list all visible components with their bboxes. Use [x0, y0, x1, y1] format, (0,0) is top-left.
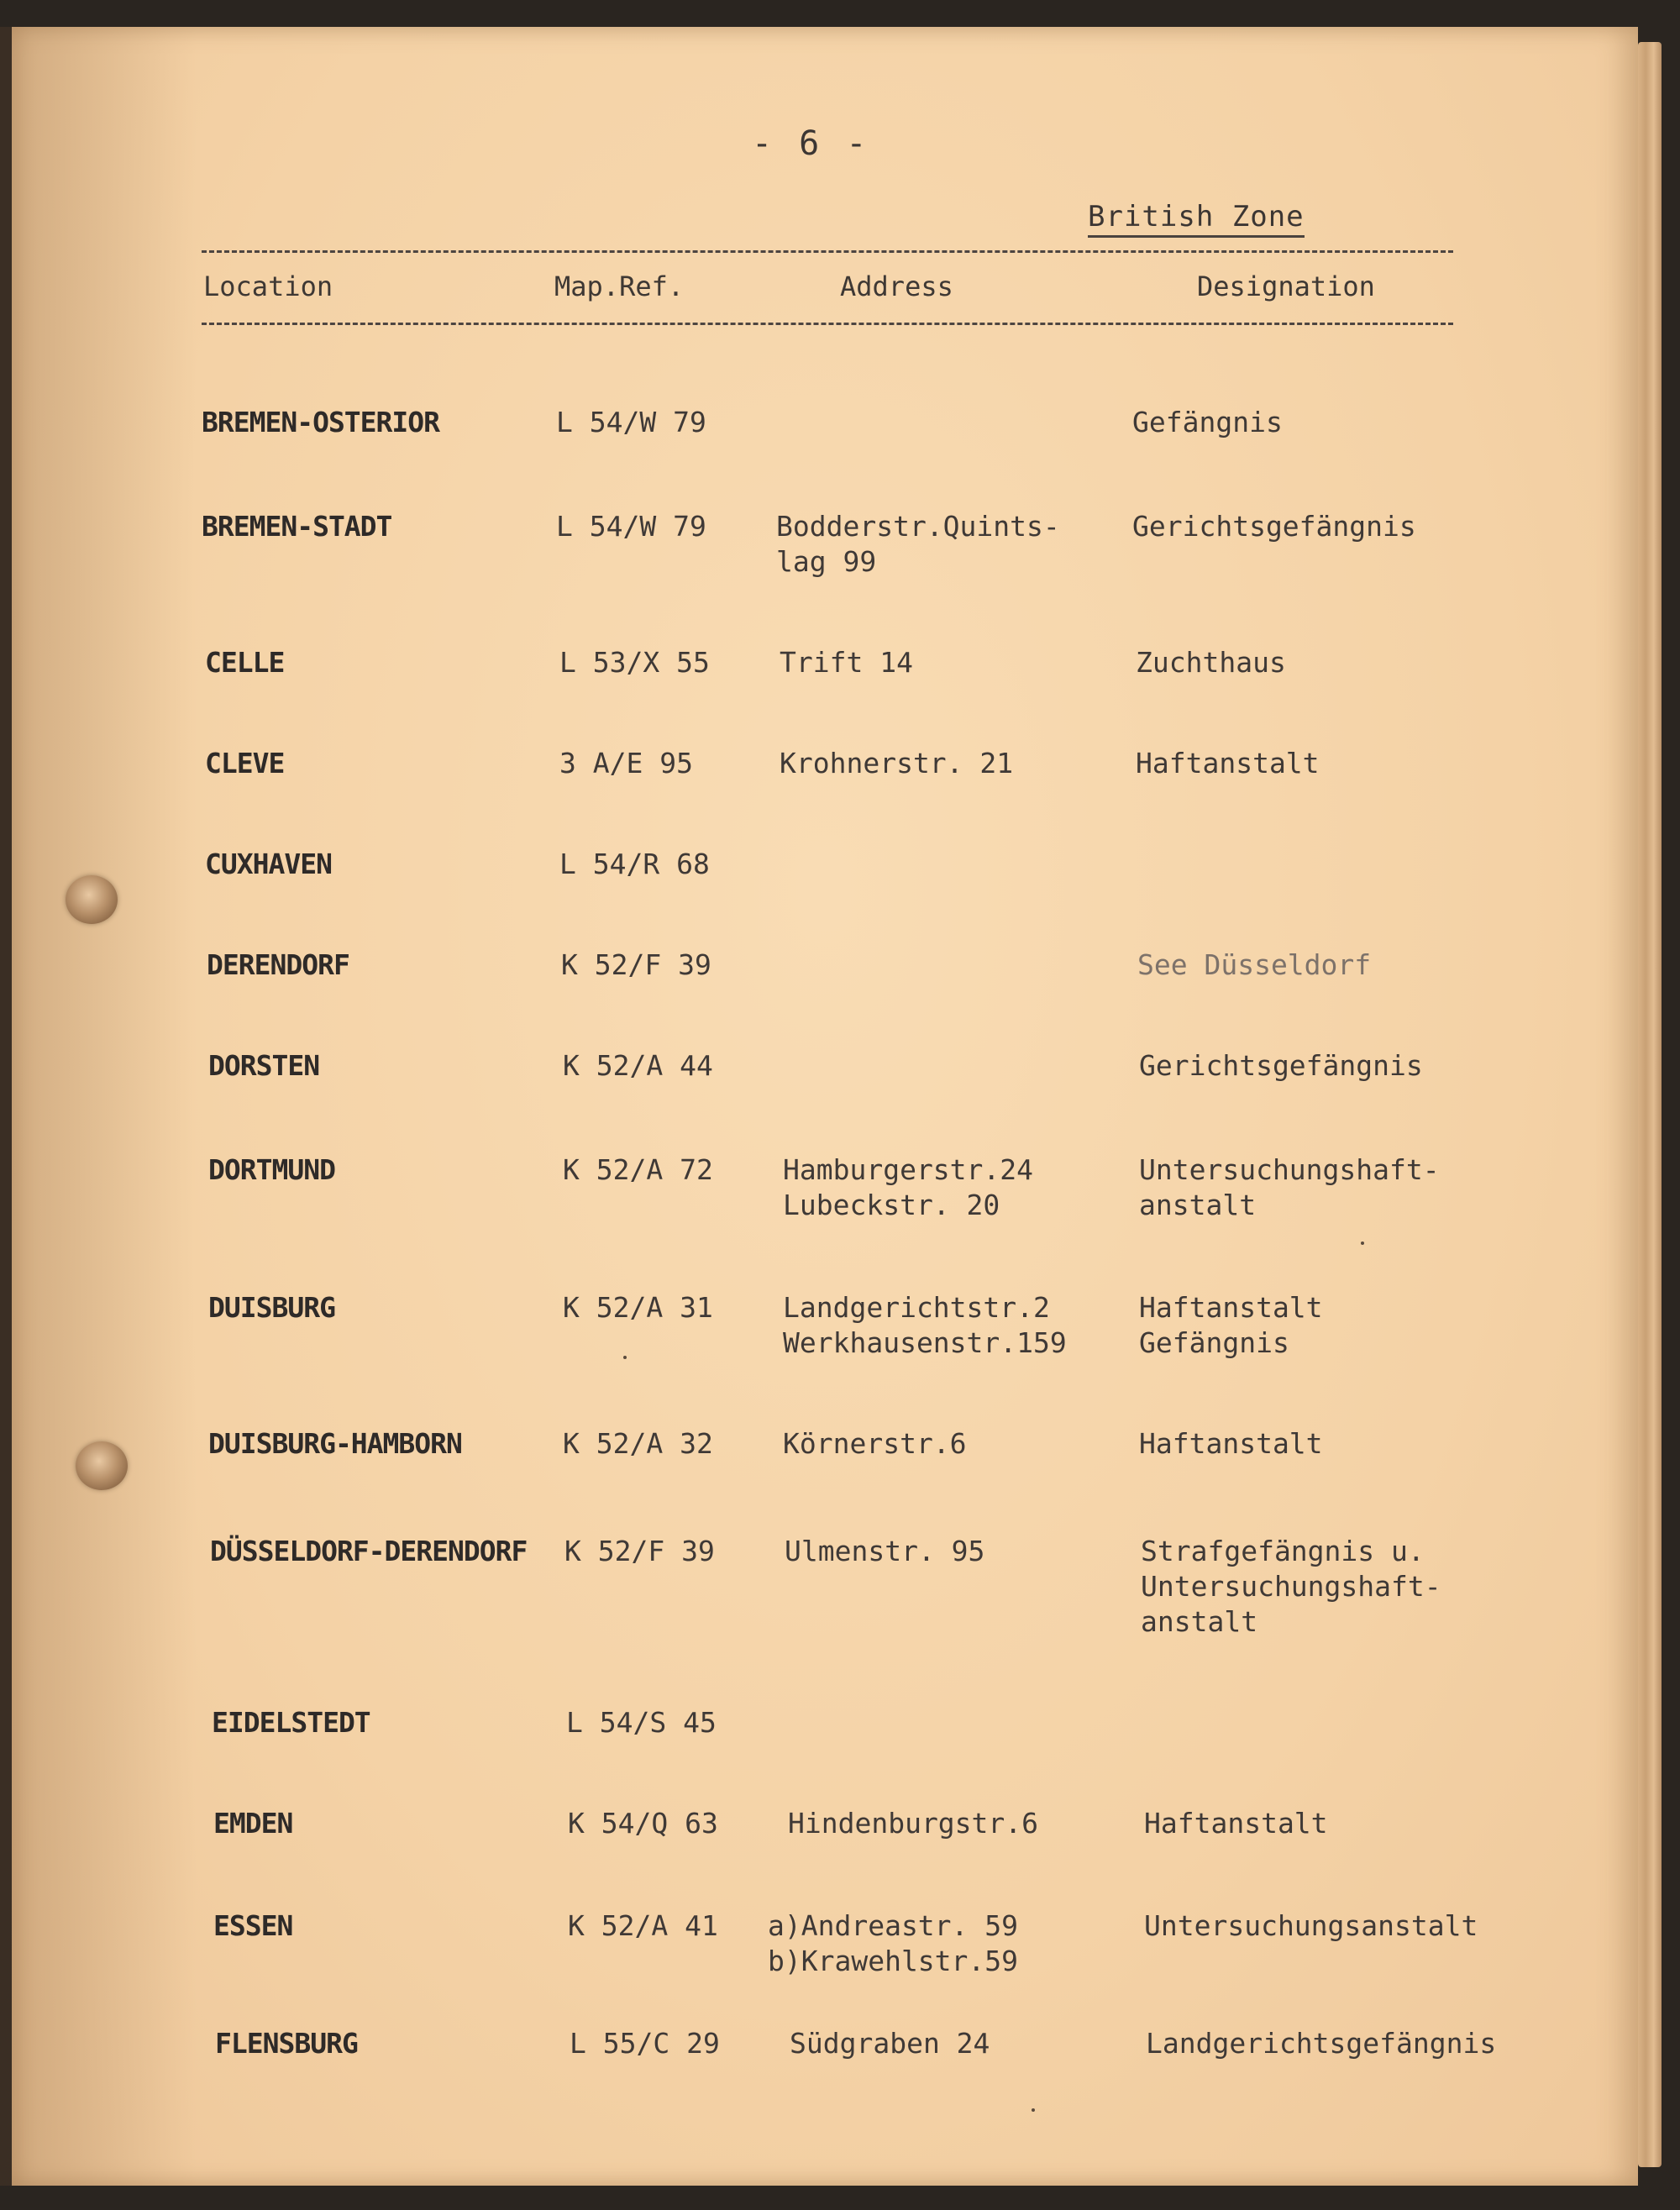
column-header-address: Address [840, 270, 953, 302]
address-line: lag 99 [776, 545, 877, 578]
column-header-map-ref: Map.Ref. [554, 270, 685, 302]
designation-line: Untersuchungshaft- [1139, 1153, 1440, 1186]
location-cell: FLENSBURG [215, 2027, 358, 2060]
designation-cell [1139, 1290, 1323, 1361]
column-header-designation: Designation [1197, 270, 1375, 302]
designation-cell [1136, 746, 1320, 781]
designation-cell [1146, 2026, 1496, 2061]
designation-line: Gerichtsgefängnis [1132, 510, 1416, 543]
address-cell [783, 1290, 1067, 1361]
map-ref-cell: K 54/Q 63 [568, 1807, 718, 1840]
location-cell: BREMEN-OSTERIOR [202, 406, 440, 438]
map-ref-cell: K 52/F 39 [564, 1535, 715, 1567]
designation-line: Haftanstalt [1144, 1807, 1328, 1840]
page-number: - 6 - [752, 124, 870, 163]
punch-hole-lower [76, 1441, 128, 1490]
location-cell: DUISBURG [208, 1291, 335, 1324]
address-line: Werkhausenstr.159 [783, 1326, 1067, 1359]
location-cell: DORSTEN [208, 1049, 320, 1082]
page-edge-stack [1638, 42, 1662, 2167]
location-cell: DUISBURG-HAMBORN [208, 1427, 462, 1460]
address-line: Landgerichtstr.2 [783, 1291, 1050, 1324]
address-cell [780, 645, 913, 680]
map-ref-cell: L 54/W 79 [556, 406, 706, 438]
designation-line: Landgerichtsgefängnis [1146, 2027, 1497, 2060]
book-spine [0, 27, 12, 2186]
designation-cell [1139, 1152, 1440, 1223]
document-page [12, 27, 1638, 2186]
designation-cell [1139, 1048, 1423, 1084]
designation-line: Haftanstalt [1139, 1427, 1323, 1460]
designation-cell [1132, 509, 1416, 544]
designation-cell [1137, 948, 1371, 983]
column-header-location: Location [203, 270, 333, 302]
address-cell [780, 746, 1013, 781]
map-ref-cell: L 53/X 55 [559, 646, 710, 679]
address-line: Hamburgerstr.24 [783, 1153, 1034, 1186]
map-ref-cell: K 52/A 44 [563, 1049, 713, 1082]
page-gutter-shadow [12, 27, 197, 2186]
location-cell: EMDEN [213, 1807, 293, 1840]
location-cell: CLEVE [205, 747, 285, 780]
address-cell [785, 1534, 984, 1569]
address-cell [788, 1806, 1038, 1841]
address-line: Ulmenstr. 95 [785, 1535, 985, 1567]
designation-line: anstalt [1139, 1189, 1257, 1221]
map-ref-cell: K 52/A 41 [568, 1909, 718, 1942]
map-ref-cell: K 52/A 31 [563, 1291, 713, 1324]
map-ref-cell: L 54/W 79 [556, 510, 706, 543]
map-ref-cell: L 54/R 68 [559, 848, 710, 880]
address-line: Südgraben 24 [790, 2027, 990, 2060]
address-cell [783, 1152, 1033, 1223]
designation-line: Untersuchungsanstalt [1144, 1909, 1478, 1942]
address-line: Krohnerstr. 21 [780, 747, 1014, 780]
address-line: Trift 14 [780, 646, 913, 679]
designation-line: Gefängnis [1139, 1326, 1289, 1359]
map-ref-cell: K 52/F 39 [561, 948, 711, 981]
map-ref-cell: K 52/A 72 [563, 1153, 713, 1186]
designation-line: anstalt [1141, 1605, 1258, 1638]
paper-speck [623, 1356, 627, 1359]
address-line: Hindenburgstr.6 [788, 1807, 1039, 1840]
location-cell: DERENDORF [207, 948, 349, 981]
designation-cell [1136, 645, 1286, 680]
map-ref-cell: 3 A/E 95 [559, 747, 693, 780]
location-cell: EIDELSTEDT [212, 1706, 370, 1739]
map-ref-cell: K 52/A 32 [563, 1427, 713, 1460]
zone-label: British Zone [1088, 200, 1305, 238]
designation-cell [1132, 405, 1283, 440]
map-ref-cell: L 55/C 29 [570, 2027, 720, 2060]
punch-hole-upper [66, 875, 118, 924]
address-line: b)Krawehlstr.59 [768, 1945, 1019, 1977]
designation-line: Gerichtsgefängnis [1139, 1049, 1423, 1082]
designation-line: Strafgefängnis u. [1141, 1535, 1425, 1567]
location-cell: BREMEN-STADT [202, 510, 392, 543]
designation-line: See Düsseldorf [1137, 948, 1372, 981]
paper-speck [1032, 2108, 1035, 2112]
designation-line: Untersuchungshaft- [1141, 1570, 1441, 1603]
location-cell: ESSEN [213, 1909, 293, 1942]
header-rule-bottom [202, 323, 1453, 325]
address-line: Körnerstr.6 [783, 1427, 967, 1460]
address-line: Bodderstr.Quints- [776, 510, 1060, 543]
address-cell [783, 1426, 967, 1462]
address-line: Lubeckstr. 20 [783, 1189, 1000, 1221]
header-rule-top [202, 250, 1453, 253]
address-line: a)Andreastr. 59 [768, 1909, 1019, 1942]
address-cell [776, 509, 1060, 580]
map-ref-cell: L 54/S 45 [566, 1706, 717, 1739]
location-cell: DORTMUND [208, 1153, 335, 1186]
designation-line: Haftanstalt [1136, 747, 1320, 780]
address-cell [768, 1908, 1018, 1979]
location-cell: CELLE [205, 646, 285, 679]
designation-line: Haftanstalt [1139, 1291, 1323, 1324]
location-cell: CUXHAVEN [205, 848, 332, 880]
location-cell: DÜSSELDORF-DERENDORF [210, 1535, 528, 1567]
designation-cell [1144, 1908, 1478, 1944]
designation-line: Gefängnis [1132, 406, 1283, 438]
designation-cell [1144, 1806, 1328, 1841]
designation-line: Zuchthaus [1136, 646, 1286, 679]
designation-cell [1139, 1426, 1323, 1462]
paper-speck [1361, 1241, 1364, 1245]
designation-cell [1141, 1534, 1441, 1640]
address-cell [790, 2026, 990, 2061]
